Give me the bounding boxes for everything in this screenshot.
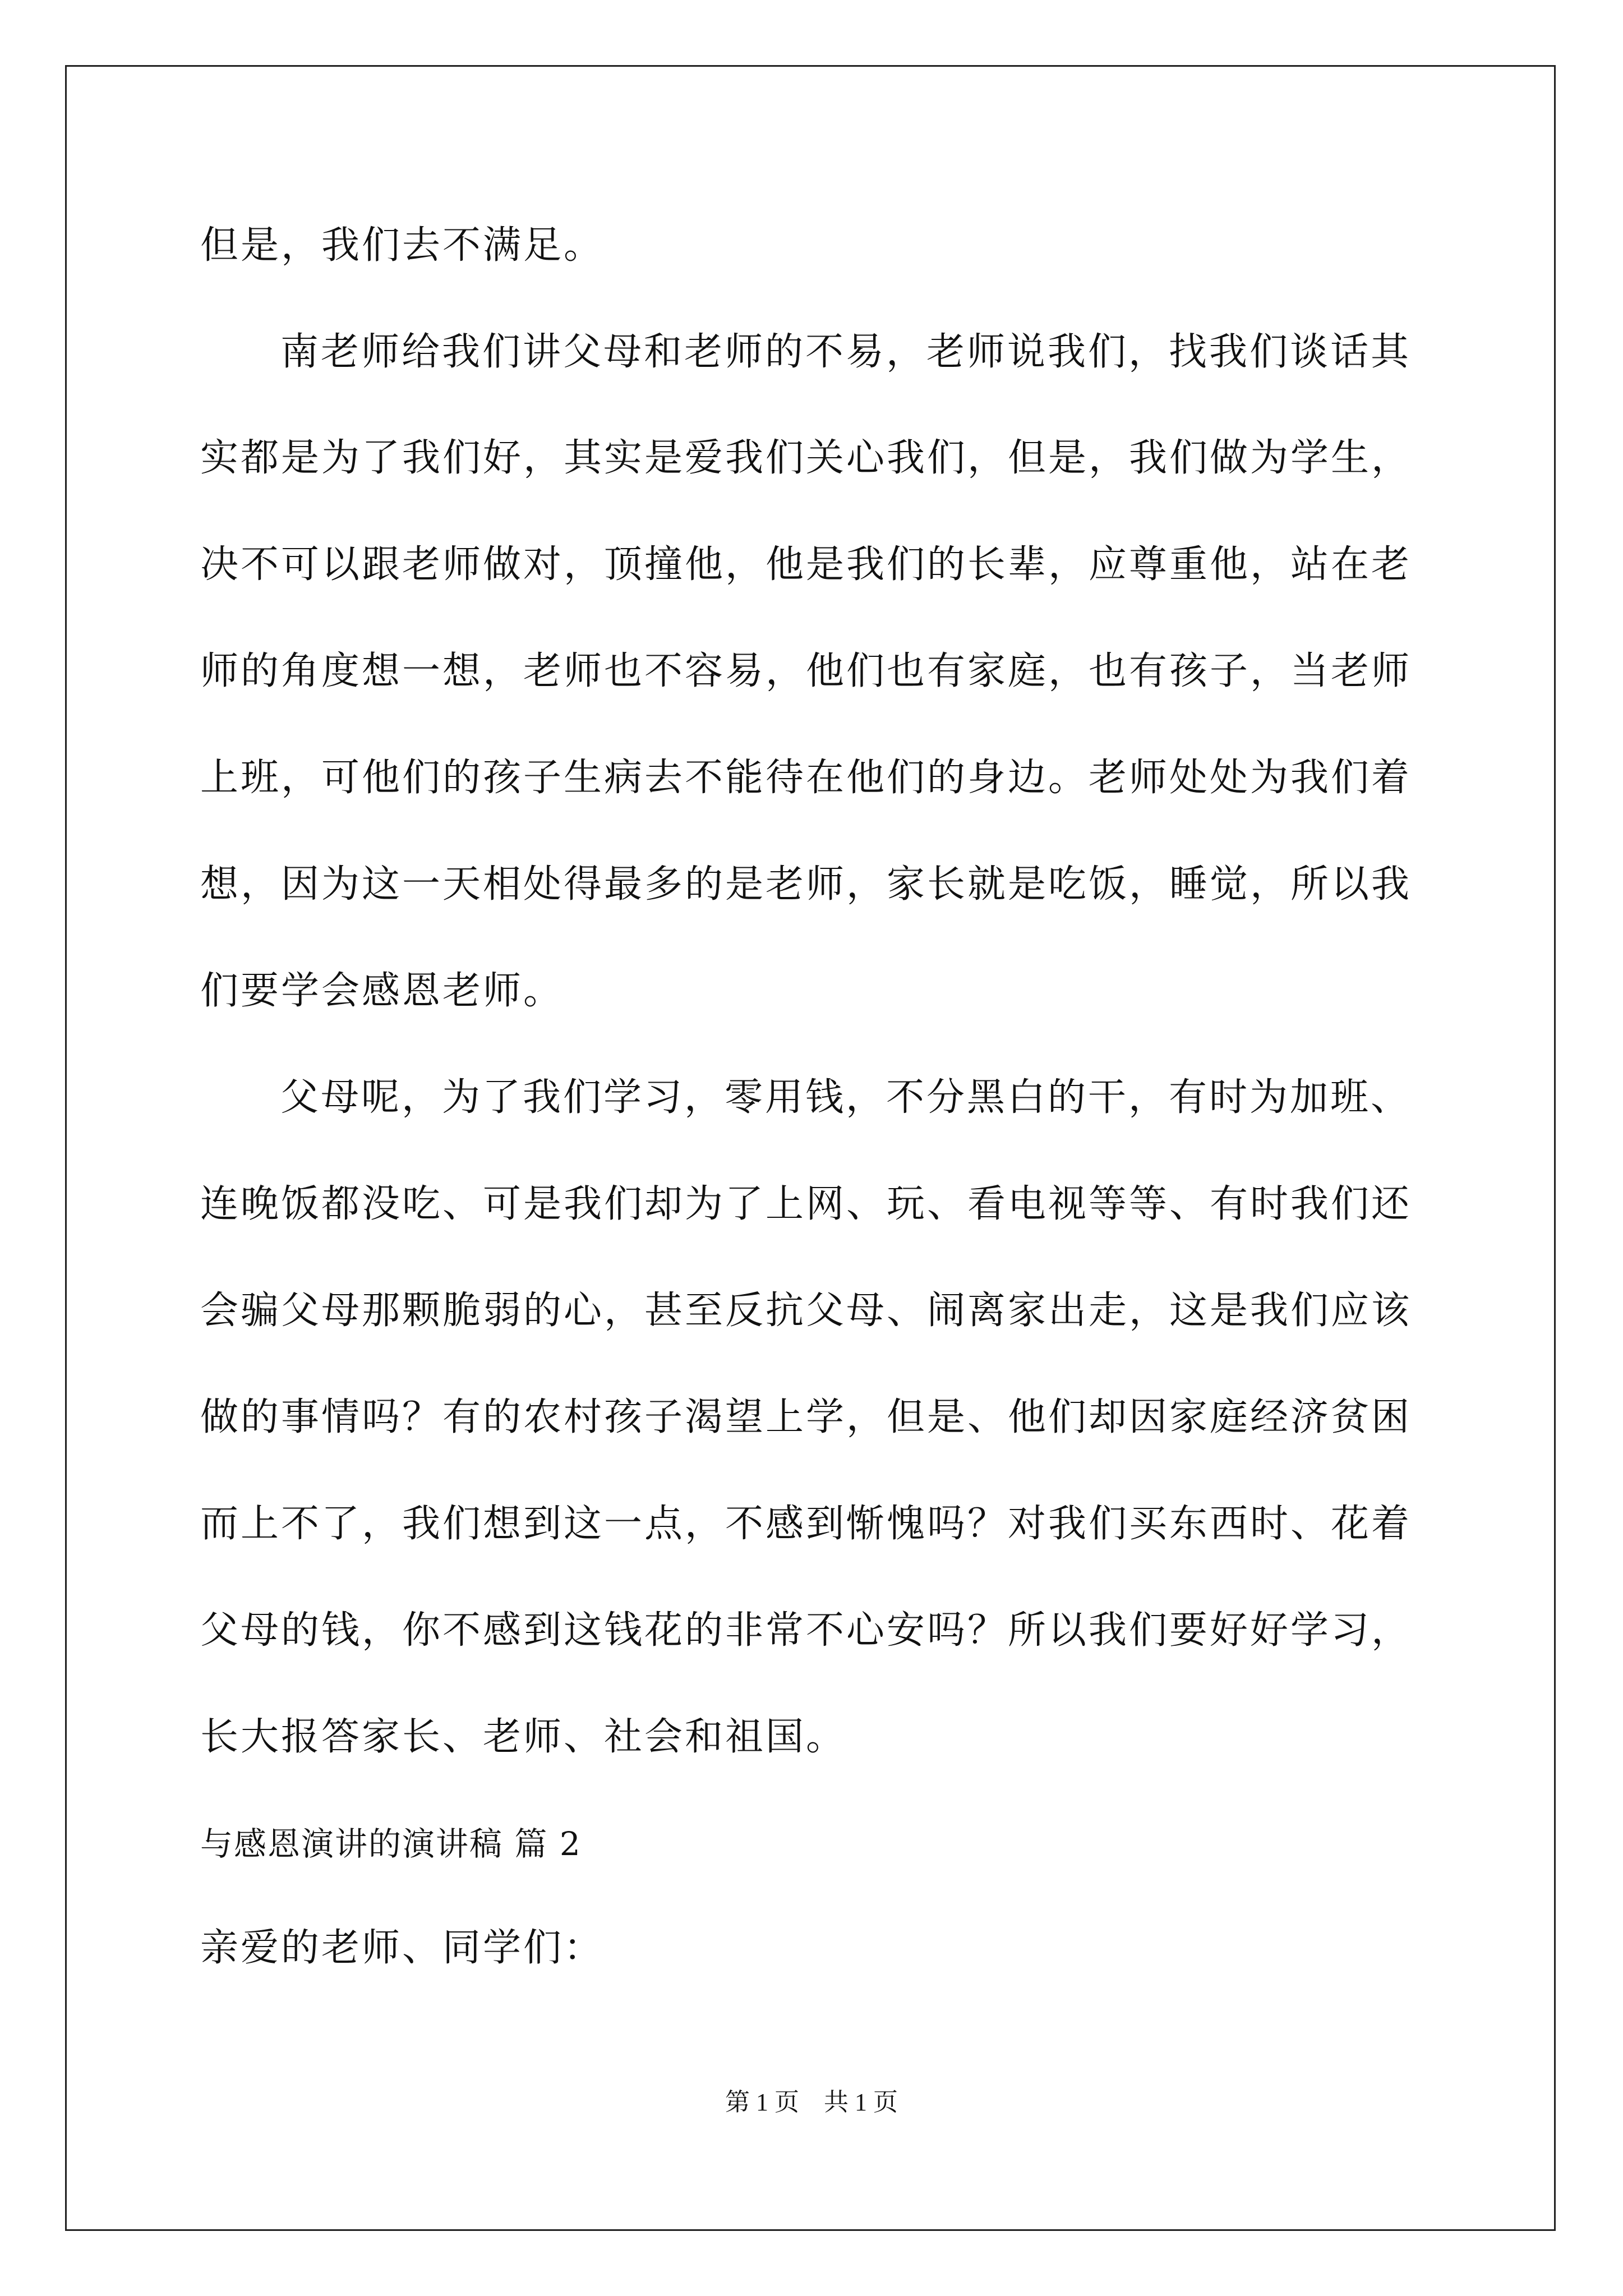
paragraph-1-line-1: 但是，我们去不满足。 bbox=[200, 223, 605, 268]
paragraph-3-line-6: 父母的钱，你不感到这钱花的非常不心安吗？所以我们要好好学习， bbox=[200, 1608, 1412, 1653]
paragraph-2-line-3: 决不可以跟老师做对，顶撞他，他是我们的长辈，应尊重他，站在老 bbox=[200, 542, 1412, 587]
paragraph-3-line-1: 父母呢，为了我们学习，零用钱，不分黑白的干，有时为加班、 bbox=[280, 1075, 1412, 1120]
page-number-label: 第 1 页 bbox=[725, 2088, 799, 2116]
paragraph-3-line-3: 会骗父母那颗脆弱的心，甚至反抗父母、闹离家出走，这是我们应该 bbox=[200, 1289, 1412, 1333]
page-total-label: 共 1 页 bbox=[824, 2088, 898, 2116]
greeting-line: 亲爱的老师、同学们： bbox=[200, 1926, 605, 1970]
paragraph-2-line-7: 们要学会感恩老师。 bbox=[200, 969, 564, 1013]
section-heading: 与感恩演讲的演讲稿 篇 2 bbox=[200, 1825, 582, 1863]
paragraph-2-line-4: 师的角度想一想，老师也不容易，他们也有家庭，也有孩子，当老师 bbox=[200, 649, 1412, 693]
paragraph-2-line-2: 实都是为了我们好，其实是爱我们关心我们，但是，我们做为学生， bbox=[200, 436, 1412, 480]
paragraph-3-line-4: 做的事情吗？有的农村孩子渴望上学，但是、他们却因家庭经济贫困 bbox=[200, 1395, 1412, 1439]
paragraph-3-line-7: 长大报答家长、老师、社会和祖国。 bbox=[200, 1715, 847, 1759]
page-footer bbox=[0, 2087, 1623, 2118]
paragraph-2-line-1: 南老师给我们讲父母和老师的不易，老师说我们，找我们谈话其 bbox=[280, 330, 1412, 374]
paragraph-3-line-2: 连晚饭都没吃、可是我们却为了上网、玩、看电视等等、有时我们还 bbox=[200, 1182, 1412, 1226]
paragraph-2-line-5: 上班，可他们的孩子生病去不能待在他们的身边。老师处处为我们着 bbox=[200, 756, 1412, 800]
paragraph-3-line-5: 而上不了，我们想到这一点，不感到惭愧吗？对我们买东西时、花着 bbox=[200, 1502, 1412, 1546]
paragraph-2-line-6: 想，因为这一天相处得最多的是老师，家长就是吃饭，睡觉，所以我 bbox=[200, 862, 1412, 907]
page-border bbox=[65, 65, 1556, 2231]
